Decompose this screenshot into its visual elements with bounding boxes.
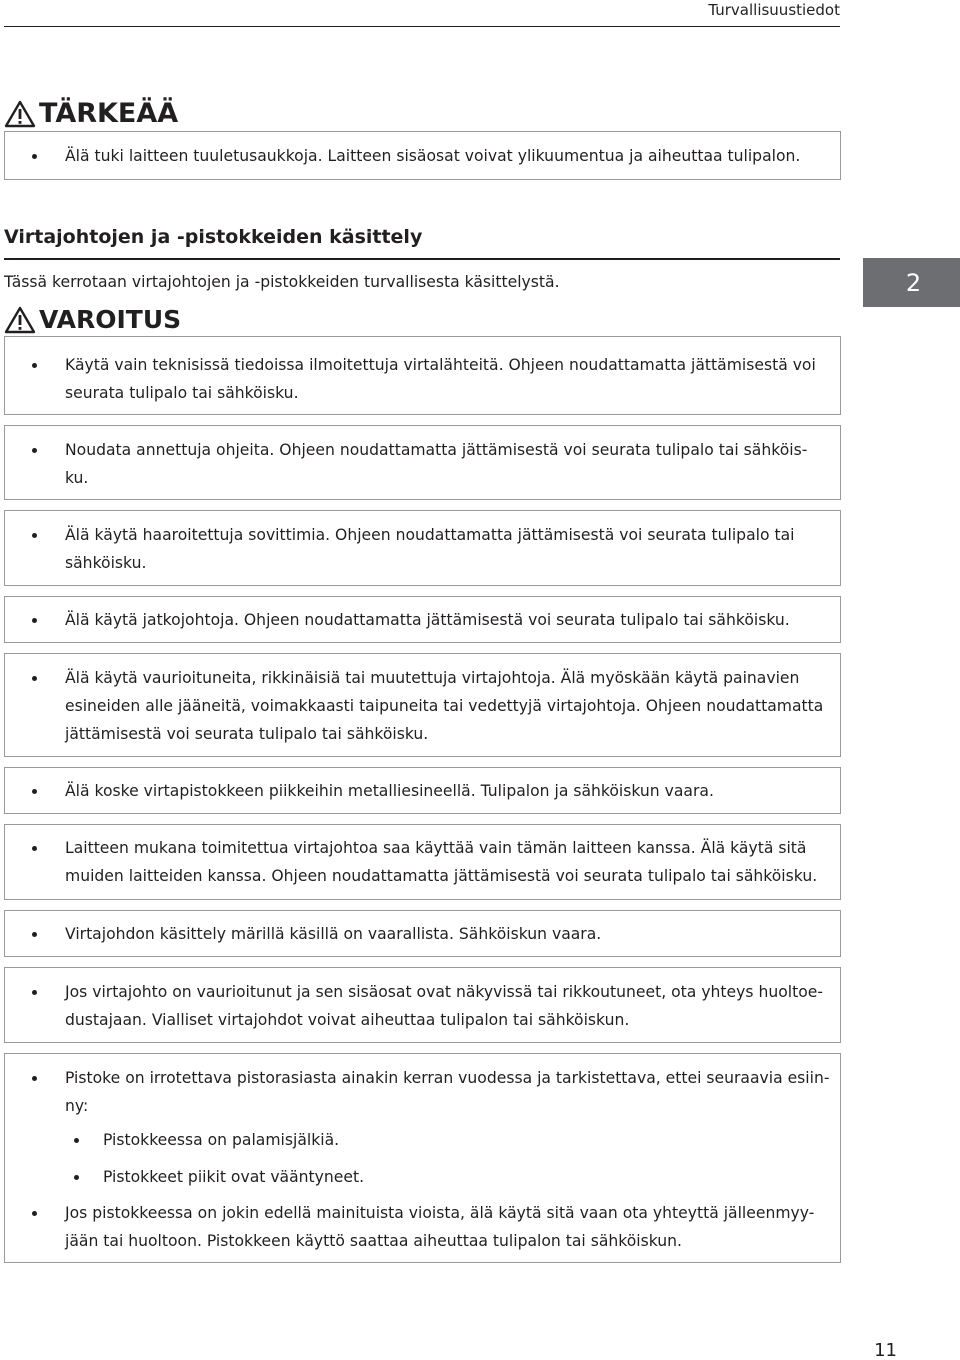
section-rule xyxy=(4,258,840,260)
bullet xyxy=(32,932,37,937)
warning-box xyxy=(4,336,841,415)
warning-box xyxy=(4,824,841,900)
text-line: Älä käytä vaurioituneita, rikkinäisiä tai muutettuja virtajohtoja. Älä myöskään käytä painavien xyxy=(65,669,800,687)
important-box xyxy=(4,131,841,180)
list-item xyxy=(33,777,832,805)
running-header: Turvallisuustiedot xyxy=(708,1,840,19)
sub-list-item xyxy=(75,1163,832,1191)
sub-list-item xyxy=(75,1126,832,1154)
list-item xyxy=(33,142,832,170)
text-line: Jos virtajohto on vaurioitunut ja sen sisäosat ovat näkyvissä tai rikkoutuneet, ota yhteys huoltoe- xyxy=(65,983,823,1001)
list-item-text: Älä koske virtapistokkeen piikkeihin metalliesineellä. Tulipalon ja sähköiskun vaara. xyxy=(65,782,714,800)
bullet xyxy=(32,1211,37,1216)
warning-heading xyxy=(4,305,181,334)
important-heading xyxy=(4,98,178,129)
bullet xyxy=(32,990,37,995)
bullet xyxy=(32,676,37,681)
section-intro: Tässä kerrotaan virtajohtojen ja -pistokkeiden turvallisesta käsittelystä. xyxy=(4,273,560,291)
text-line: jättämisestä voi seurata tulipalo tai sähköisku. xyxy=(65,725,429,743)
list-item-text xyxy=(65,664,823,748)
list-item-text: Virtajohdon käsittely märillä käsillä on vaarallista. Sähköiskun vaara. xyxy=(65,925,602,943)
list-item-text: Älä käytä jatkojohtoja. Ohjeen noudattamatta jättämisestä voi seurata tulipalo tai sähköisku. xyxy=(65,611,790,629)
text-line: ny: xyxy=(65,1097,89,1115)
list-item-text: Älä tuki laitteen tuuletusaukkoja. Laitteen sisäosat voivat ylikuumentua ja aiheuttaa tulipalon. xyxy=(65,147,801,165)
text-line: dustajaan. Vialliset virtajohdot voivat aiheuttaa tulipalon tai sähköiskun. xyxy=(65,1011,630,1029)
text-line: muiden laitteiden kanssa. Ohjeen noudattamatta jättämisestä voi seurata tulipalo tai sähköisku. xyxy=(65,867,818,885)
list-item xyxy=(33,1064,832,1120)
list-item xyxy=(33,834,832,890)
warning-triangle-icon xyxy=(4,306,36,334)
text-line: Käytä vain teknisissä tiedoissa ilmoitettuja virtalähteitä. Ohjeen noudattamatta jättämisestä voi xyxy=(65,356,816,374)
header-rule xyxy=(4,26,840,27)
text-line: sähköisku. xyxy=(65,554,147,572)
important-heading-label: TÄRKEÄÄ xyxy=(39,98,179,129)
warning-box xyxy=(4,510,841,586)
list-item xyxy=(33,920,832,948)
bullet xyxy=(32,154,37,159)
text-line: jään tai huoltoon. Pistokkeen käyttö saattaa aiheuttaa tulipalon tai sähköiskun. xyxy=(65,1232,683,1250)
warning-box xyxy=(4,1053,841,1263)
warning-box xyxy=(4,653,841,757)
text-line: Älä käytä haaroitettuja sovittimia. Ohjeen noudattamatta jättämisestä voi seurata tulipalo tai xyxy=(65,526,795,544)
bullet xyxy=(32,363,37,368)
bullet xyxy=(74,1175,79,1180)
list-item-text xyxy=(65,1064,829,1120)
warning-box xyxy=(4,967,841,1043)
warning-heading-label: VAROITUS xyxy=(39,305,182,334)
text-line: Jos pistokkeessa on jokin edellä mainituista vioista, älä käytä sitä vaan ota yhteyttä jälleenmyy- xyxy=(65,1204,815,1222)
bullet xyxy=(32,789,37,794)
list-item-text xyxy=(65,1199,814,1255)
text-line: seurata tulipalo tai sähköisku. xyxy=(65,384,299,402)
list-item-text xyxy=(65,834,817,890)
bullet xyxy=(32,448,37,453)
text-line: esineiden alle jääneitä, voimakkaasti taipuneita tai vedettyjä virtajohtoja. Ohjeen noudattamatta xyxy=(65,697,824,715)
text-line: ku. xyxy=(65,469,89,487)
list-item xyxy=(33,978,832,1034)
bullet xyxy=(32,1076,37,1081)
list-item xyxy=(33,436,832,492)
chapter-tab: 2 xyxy=(863,258,960,307)
list-item-text xyxy=(65,436,807,492)
text-line: Noudata annettuja ohjeita. Ohjeen noudattamatta jättämisestä voi seurata tulipalo tai sähköis- xyxy=(65,441,808,459)
bullet xyxy=(32,846,37,851)
sub-list-item-text: Pistokkeet piikit ovat vääntyneet. xyxy=(103,1168,365,1186)
list-item xyxy=(33,351,832,407)
warning-box xyxy=(4,767,841,814)
list-item-text xyxy=(65,978,823,1034)
list-item xyxy=(33,521,832,577)
list-item xyxy=(33,1199,832,1255)
warning-box xyxy=(4,596,841,643)
list-item xyxy=(33,664,832,748)
list-item-text xyxy=(65,521,794,577)
text-line: Laitteen mukana toimitettua virtajohtoa saa käyttää vain tämän laitteen kanssa. Älä käytä sitä xyxy=(65,839,807,857)
bullet xyxy=(74,1138,79,1143)
warning-triangle-icon xyxy=(4,100,36,128)
bullet xyxy=(32,533,37,538)
sub-list-item-text: Pistokkeessa on palamisjälkiä. xyxy=(103,1131,340,1149)
list-item xyxy=(33,606,832,634)
warning-box xyxy=(4,910,841,957)
page-number: 11 xyxy=(874,1340,897,1360)
section-title: Virtajohtojen ja -pistokkeiden käsittely xyxy=(4,226,423,248)
list-item-text xyxy=(65,351,816,407)
bullet xyxy=(32,618,37,623)
warning-box xyxy=(4,425,841,500)
text-line: Pistoke on irrotettava pistorasiasta ainakin kerran vuodessa ja tarkistettava, ettei seuraavia esiin- xyxy=(65,1069,830,1087)
